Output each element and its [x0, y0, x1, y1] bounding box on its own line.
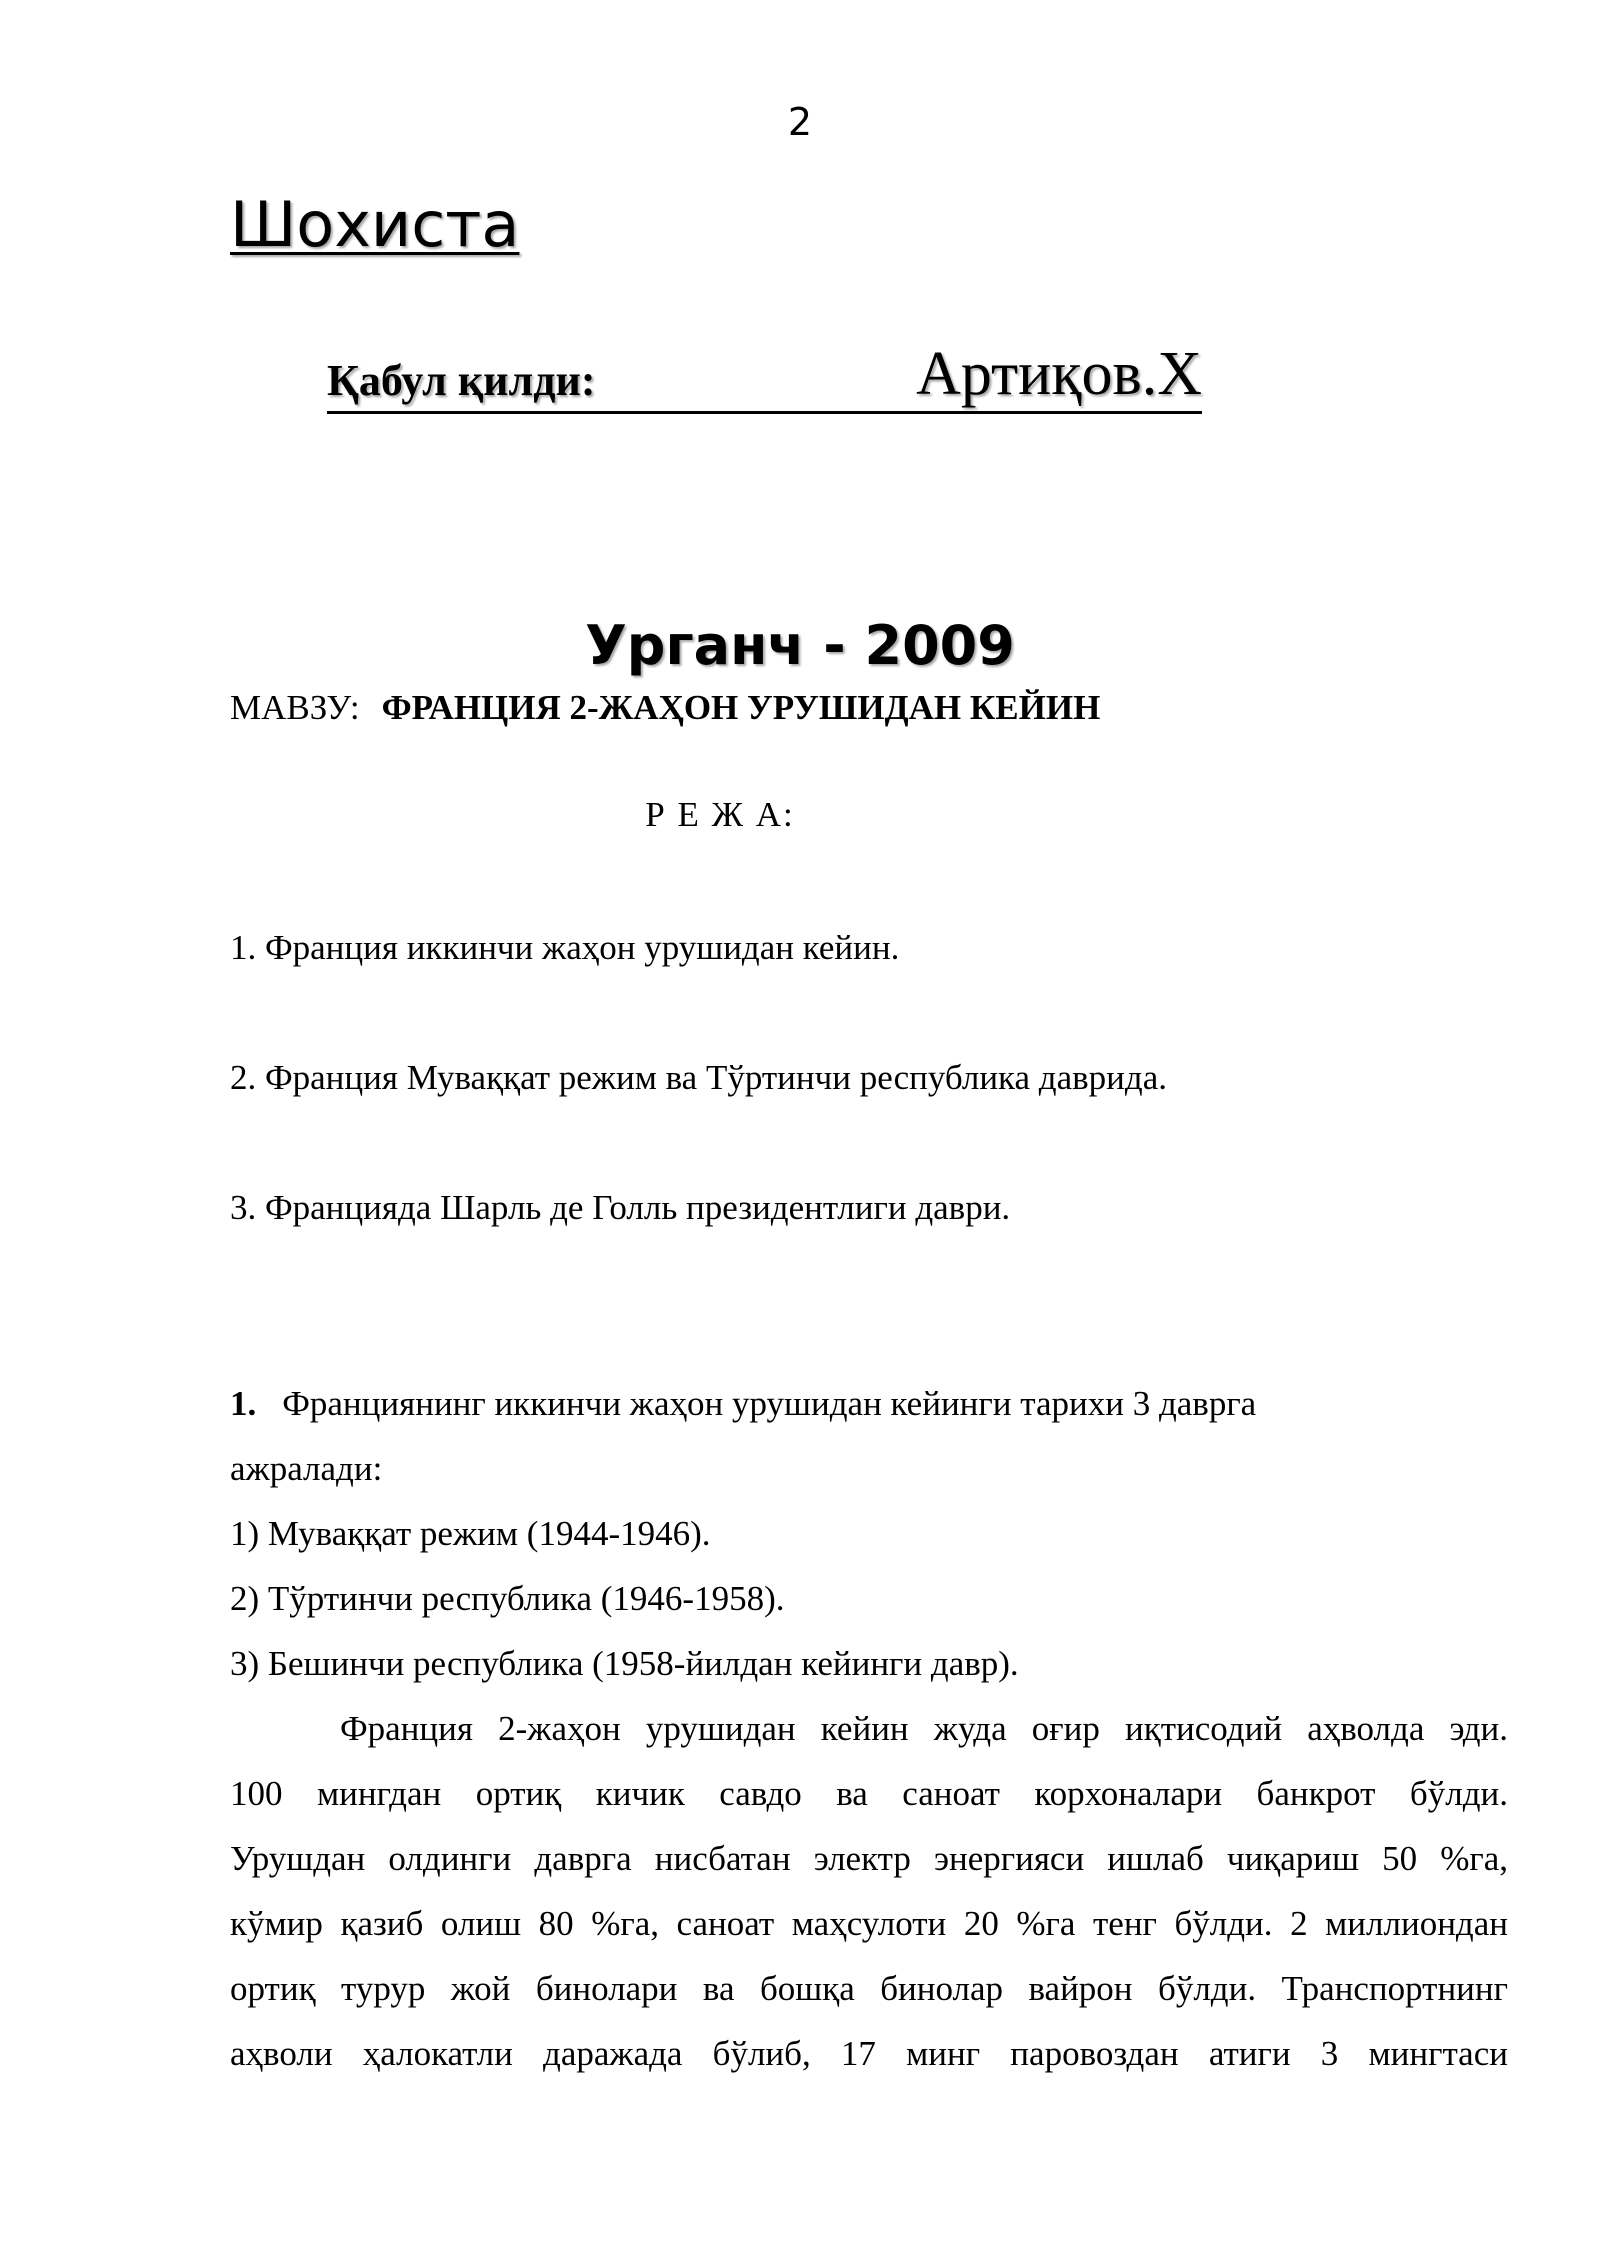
author-name: Шохиста: [230, 188, 520, 261]
page-number: 2: [787, 100, 813, 144]
plan-heading: Р Е Ж А:: [645, 795, 795, 834]
paragraph-line: Урушдан олдинги даврга нисбатан электр энергияси ишлаб чиқариш 50 %га,: [230, 1839, 1508, 1878]
section-1-intro: [230, 1384, 1256, 1424]
paragraph-line: аҳволи ҳалокатли даражада бўлиб, 17 минг паровоздан атиги 3 мингтаси: [230, 2034, 1508, 2073]
section-1-intro-continued: ажралади:: [230, 1449, 383, 1488]
plan-item: 3. Францияда Шарль де Голль президентлиги даври.: [230, 1188, 1011, 1227]
accepted-by-line: [327, 340, 1202, 414]
topic-title: ФРАНЦИЯ 2-ЖАҲОН УРУШИДАН КЕЙИН: [381, 688, 1101, 727]
paragraph-line: ортиқ турур жой бинолари ва бошқа бинолар вайрон бўлди. Транспортнинг: [230, 1969, 1508, 2008]
section-1-number: 1.: [230, 1384, 257, 1423]
period-item: 2) Тўртинчи республика (1946-1958).: [230, 1579, 785, 1618]
section-1-intro-text: Франциянинг иккинчи жаҳон урушидан кейинги тарихи 3 даврга: [282, 1384, 1257, 1423]
accepted-by-name: Артиқов.Х: [916, 340, 1202, 408]
period-item: 1) Муваққат режим (1944-1946).: [230, 1514, 711, 1553]
plan-item: 1. Франция иккинчи жаҳон урушидан кейин.: [230, 928, 900, 967]
paragraph-line: 100 мингдан ортиқ кичик савдо ва саноат корхоналари банкрот бўлди.: [230, 1774, 1508, 1813]
accepted-by-label: Қабул қилди:: [327, 356, 596, 405]
plan-item: 2. Франция Муваққат режим ва Тўртинчи республика даврида.: [230, 1058, 1168, 1097]
paragraph-line: Франция 2-жаҳон урушидан кейин жуда оғир иқтисодий аҳволда эди.: [340, 1709, 1508, 1748]
city-year: Урганч - 2009: [585, 614, 1015, 677]
period-item: 3) Бешинчи республика (1958-йилдан кейинги давр).: [230, 1644, 1019, 1683]
topic-label: МАВЗУ:: [230, 688, 360, 727]
paragraph-line: кўмир қазиб олиш 80 %га, саноат маҳсулоти 20 %га тенг бўлди. 2 миллиондан: [230, 1904, 1508, 1943]
topic-line: [230, 688, 1100, 728]
